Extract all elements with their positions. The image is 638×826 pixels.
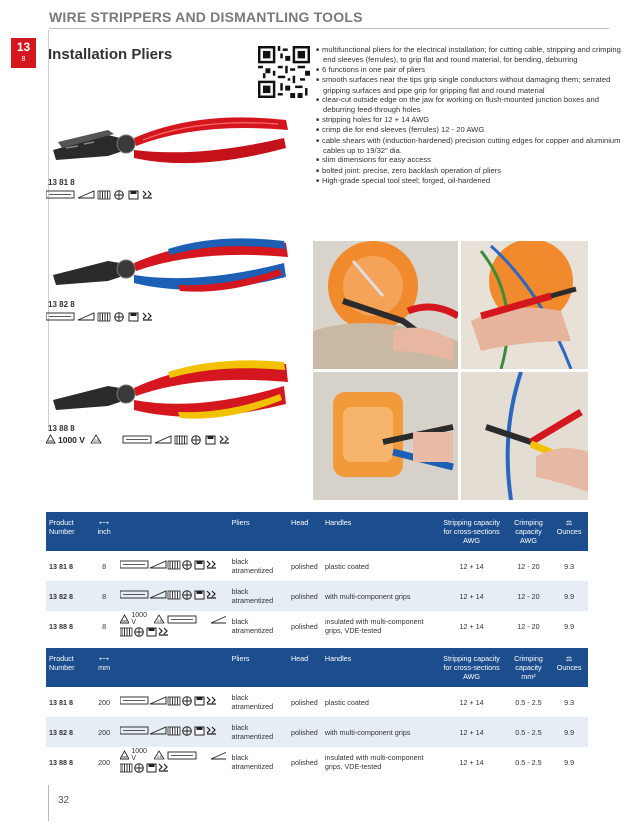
section-title: WIRE STRIPPERS AND DISMANTLING TOOLS [49, 9, 363, 25]
feature-item: ■ cable shears with (induction-hardened) precision cutting edges for copper and aluminium cables up to 19/32” dia. [316, 136, 621, 156]
cell-head: polished [290, 757, 318, 767]
table-row [46, 717, 588, 747]
col-handles: Handles [322, 648, 437, 687]
vde-rating: 1000 V [131, 748, 147, 762]
table-row [46, 581, 588, 611]
cell-pliers: black atramentized [231, 557, 274, 575]
cell-strip: 12 + 14 [459, 757, 484, 767]
cell-strip: 12 + 14 [459, 697, 484, 707]
function-icons [46, 189, 186, 201]
col-crimping: Crimping capacity mm² [507, 648, 551, 687]
col-length: ⟷ inch [91, 512, 117, 551]
cell-product: 13 88 8 [49, 621, 73, 631]
feature-item: ■ High-grade special tool steel; forged, oil-hardened [316, 176, 621, 186]
function-icons [46, 311, 186, 323]
col-weight: ⚖ Ounces [550, 648, 588, 687]
spec-table-mm [46, 648, 588, 777]
table-header-row [46, 648, 588, 687]
cell-head: polished [291, 621, 318, 631]
cell-product: 13 88 8 [49, 757, 73, 767]
cell-pliers: black atramentized [229, 581, 288, 611]
feature-list [316, 45, 621, 187]
cell-function-icons [117, 581, 229, 611]
chapter-tab[interactable] [11, 38, 36, 68]
header-rule [49, 28, 609, 29]
cell-handles: with multi-component grips [322, 581, 436, 611]
product-title: Installation Pliers [48, 46, 173, 63]
cell-handles: plastic coated [324, 561, 369, 571]
application-photo-1 [313, 241, 458, 369]
chapter-number: 13 [16, 40, 31, 54]
feature-item: ■ smooth surfaces near the tips grip single conductors without damaging them; serrated gripping surfaces and pipe grip for gripping flat and round material [316, 75, 621, 95]
cell-function-icons [117, 687, 229, 717]
table-row [46, 747, 588, 777]
cell-handles: insulated with multi-component grips, VDE-tested [324, 617, 424, 635]
cell-crimp: 12 - 20 [517, 561, 540, 571]
cell-pliers: black atramentized [229, 717, 288, 747]
scale-icon: ⚖ [565, 654, 573, 663]
application-photo-2 [461, 241, 588, 369]
cell-product: 13 81 8 [49, 561, 73, 571]
product-number: 13 81 8 [48, 178, 75, 187]
cell-handles: insulated with multi-component grips, VDE-tested [324, 753, 424, 771]
col-product-number: Product Number [46, 648, 91, 687]
page-number: 32 [58, 795, 70, 806]
col-functions [117, 512, 229, 551]
length-arrow-icon: ⟷ [98, 654, 110, 663]
cell-product: 13 82 8 [46, 581, 91, 611]
cell-pliers: black atramentized [231, 753, 274, 771]
col-handles: Handles [322, 512, 436, 551]
col-pliers: Pliers [229, 648, 288, 687]
feature-item: ■ crimp die for end sleeves (ferrules) 12 - 20 AWG [316, 125, 621, 135]
cell-weight: 9.3 [564, 697, 575, 707]
cell-size: 200 [91, 717, 117, 747]
table-row [46, 687, 588, 717]
vde-rating: 1000 V [131, 612, 147, 626]
cell-weight: 9.9 [550, 581, 588, 611]
pliers-image-13-81-8 [48, 80, 298, 180]
vde-triangle-icon [46, 434, 56, 446]
table-header-row [46, 512, 588, 551]
feature-item: ■ 6 functions in one pair of pliers [316, 65, 621, 75]
cell-handles: plastic coated [324, 697, 369, 707]
feature-item: ■ stripping holes for 12 + 14 AWG [316, 115, 621, 125]
cell-strip: 12 + 14 [436, 581, 506, 611]
col-pliers: Pliers [229, 512, 288, 551]
cell-function-icons [117, 611, 229, 641]
col-product-number: Product Number [46, 512, 91, 551]
cell-strip: 12 + 14 [459, 621, 484, 631]
cell-function-icons [117, 717, 229, 747]
col-head: Head [288, 512, 322, 551]
col-weight: ⚖ Ounces [550, 512, 588, 551]
cell-pliers: black atramentized [231, 617, 274, 635]
cell-size: 8 [102, 621, 107, 631]
application-photo-4 [461, 372, 588, 500]
product-number: 13 88 8 [48, 424, 75, 433]
cell-handles: with multi-component grips [322, 717, 437, 747]
feature-item: ■ multifunctional pliers for the electrical installation; for cutting cable, stripping and crimping end sleeves (ferrules), to grip flat and round material, for bending, deburring [316, 45, 621, 65]
spec-table-inch [46, 512, 588, 641]
vde-rating: 1000 V [58, 435, 85, 445]
cell-size: 200 [98, 697, 111, 707]
cell-crimp: 0.5 - 2.5 [507, 717, 551, 747]
cell-head: polished [291, 561, 318, 571]
table-row [46, 611, 588, 641]
cell-product: 13 81 8 [49, 697, 73, 707]
cell-size: 8 [91, 581, 117, 611]
cell-crimp: 12 - 20 [507, 581, 551, 611]
cell-head: polished [288, 717, 322, 747]
cell-function-icons [117, 551, 229, 581]
col-functions [117, 648, 229, 687]
feature-item: ■ clear-cut outside edge on the jaw for working on flush-mounted junction boxes and deburring feed-through holes [316, 95, 621, 115]
cell-pliers: black atramentized [231, 693, 274, 711]
function-icons [87, 434, 252, 446]
cell-strip: 12 + 14 [436, 717, 506, 747]
col-stripping: Stripping capacity for cross-sections AWG [436, 648, 506, 687]
application-photo-3 [313, 372, 458, 500]
feature-item: ■ slim dimensions for easy access [316, 155, 621, 165]
cell-size: 8 [102, 561, 107, 571]
scale-icon: ⚖ [565, 518, 573, 527]
pliers-image-13-82-8 [48, 205, 298, 305]
feature-item: ■ bolted joint: precise, zero backlash operation of pliers [316, 166, 621, 176]
table-row [46, 551, 588, 581]
col-crimping: Crimping capacity AWG [507, 512, 551, 551]
footer-rule [48, 785, 49, 821]
cell-strip: 12 + 14 [459, 561, 484, 571]
cell-head: polished [288, 581, 322, 611]
chapter-sub: 8 [21, 56, 26, 63]
cell-weight: 9.9 [550, 717, 588, 747]
length-arrow-icon: ⟷ [99, 518, 110, 527]
cell-head: polished [290, 697, 318, 707]
cell-weight: 9.9 [564, 757, 575, 767]
cell-product: 13 82 8 [46, 717, 91, 747]
cell-crimp: 12 - 20 [517, 621, 540, 631]
vde-function-icons [46, 434, 252, 446]
col-head: Head [288, 648, 322, 687]
col-stripping: Stripping capacity for cross-sections AWG [436, 512, 506, 551]
pliers-image-13-88-8 [48, 330, 298, 430]
cell-size: 200 [98, 757, 111, 767]
cell-weight: 9.9 [564, 621, 575, 631]
cell-crimp: 0.5 - 2.5 [515, 697, 542, 707]
cell-crimp: 0.5 - 2.5 [515, 757, 542, 767]
col-length: ⟷ mm [91, 648, 117, 687]
cell-weight: 9.3 [564, 561, 575, 571]
cell-function-icons [117, 747, 229, 777]
product-number: 13 82 8 [48, 300, 75, 309]
